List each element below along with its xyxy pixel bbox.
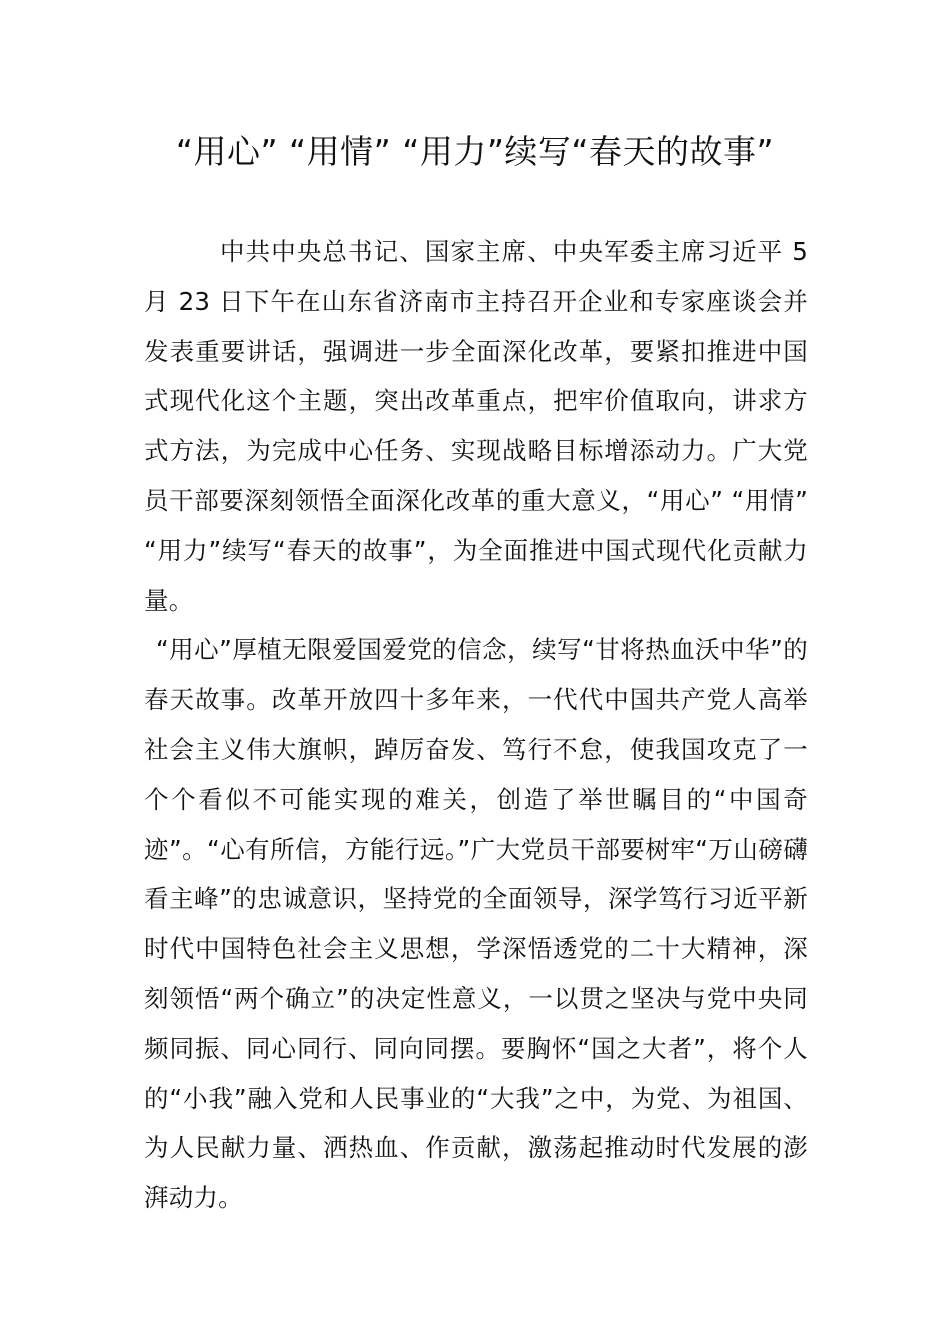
- document-body: [144, 227, 808, 1223]
- paragraph-intro: 中共中央总书记、国家主席、中央军委主席习近平 5 月 23 日下午在山东省济南市主持召开企业和专家座谈会并发表重要讲话，强调进一步全面深化改革，要紧扣推进中国式现代化这个主题，突出改革重点，把牢价值取向，讲求方式方法，为完成中心任务、实现战略目标增添动力。广大党员干部要深刻领悟全面深化改革的重大意义，“用心” “用情” “用力”续写“春天的故事”，为全面推进中国式现代化贡献力量。: [144, 237, 808, 615]
- paragraph-yongxin: “用心”厚植无限爱国爱党的信念，续写“甘将热血沃中华”的春天故事。改革开放四十多年来，一代代中国共产党人高举社会主义伟大旗帜，踔厉奋发、笃行不怠，使我国攻克了一个个看似不可能实现的难关，创造了举世瞩目的“中国奇迹”。“心有所信，方能行远。”广大党员干部要树牢“万山磅礴看主峰”的忠诚意识，坚持党的全面领导，深学笃行习近平新时代中国特色社会主义思想，学深悟透党的二十大精神，深刻领悟“两个确立”的决定性意义，一以贯之坚决与党中央同频同振、同心同行、同向同摆。要胸怀“国之大者”，将个人的“小我”融入党和人民事业的“大我”之中，为党、为祖国、为人民献力量、洒热血、作贡献，激荡起推动时代发展的澎湃动力。: [144, 635, 808, 1213]
- document-title: “用心” “用情” “用力”续写“春天的故事”: [175, 132, 775, 171]
